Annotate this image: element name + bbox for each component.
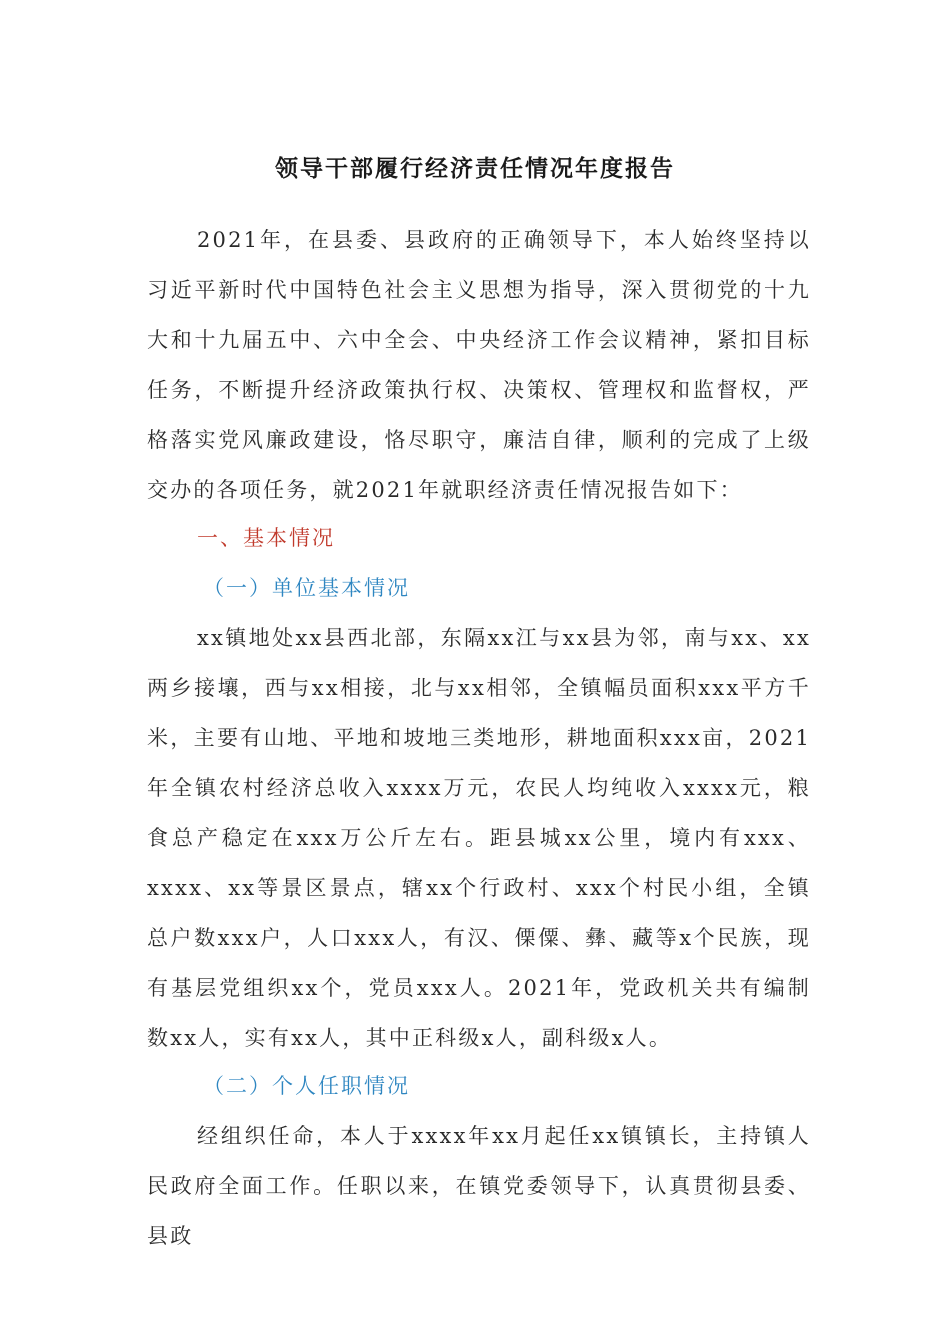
- document-title: 领导干部履行经济责任情况年度报告: [275, 155, 675, 182]
- intro-paragraph: 2021年，在县委、县政府的正确领导下，本人始终坚持以习近平新时代中国特色社会主义思想为指导，深入贯彻党的十九大和十九届五中、六中全会、中央经济工作会议精神，紧扣目标任务，不断提升经济政策执行权、决策权、管理权和监督权，严格落实党风廉政建设，恪尽职守，廉洁自律，顺利的完成了上级交办的各项任务，就2021年就职经济责任情况报告如下：: [147, 228, 811, 502]
- section-heading-basic-info: 一、基本情况: [197, 526, 335, 550]
- personal-info-paragraph: 经组织任命，本人于xxxx年xx月起任xx镇镇长，主持镇人民政府全面工作。任职以来，在镇党委领导下，认真贯彻县委、县政: [147, 1124, 811, 1248]
- subsection-heading-personal-info: （二）个人任职情况: [203, 1074, 410, 1098]
- unit-info-paragraph: xx镇地处xx县西北部，东隔xx江与xx县为邻，南与xx、xx两乡接壤，西与xx相接，北与xx相邻，全镇幅员面积xxx平方千米，主要有山地、平地和坡地三类地形，耕地面积xxx亩，2021年全镇农村经济总收入xxxx万元，农民人均纯收入xxxx元，粮食总产稳定在xxx万公斤左右。距县城xx公里，境内有xxx、xxxx、xx等景区景点，辖xx个行政村、xxx个村民小组，全镇总户数xxx户，人口xxx人，有汉、傈僳、彝、藏等x个民族，现有基层党组织xx个，党员xxx人。2021年，党政机关共有编制数xx人，实有xx人，其中正科级x人，副科级x人。: [147, 626, 811, 1050]
- subsection-heading-unit-info: （一）单位基本情况: [203, 576, 410, 600]
